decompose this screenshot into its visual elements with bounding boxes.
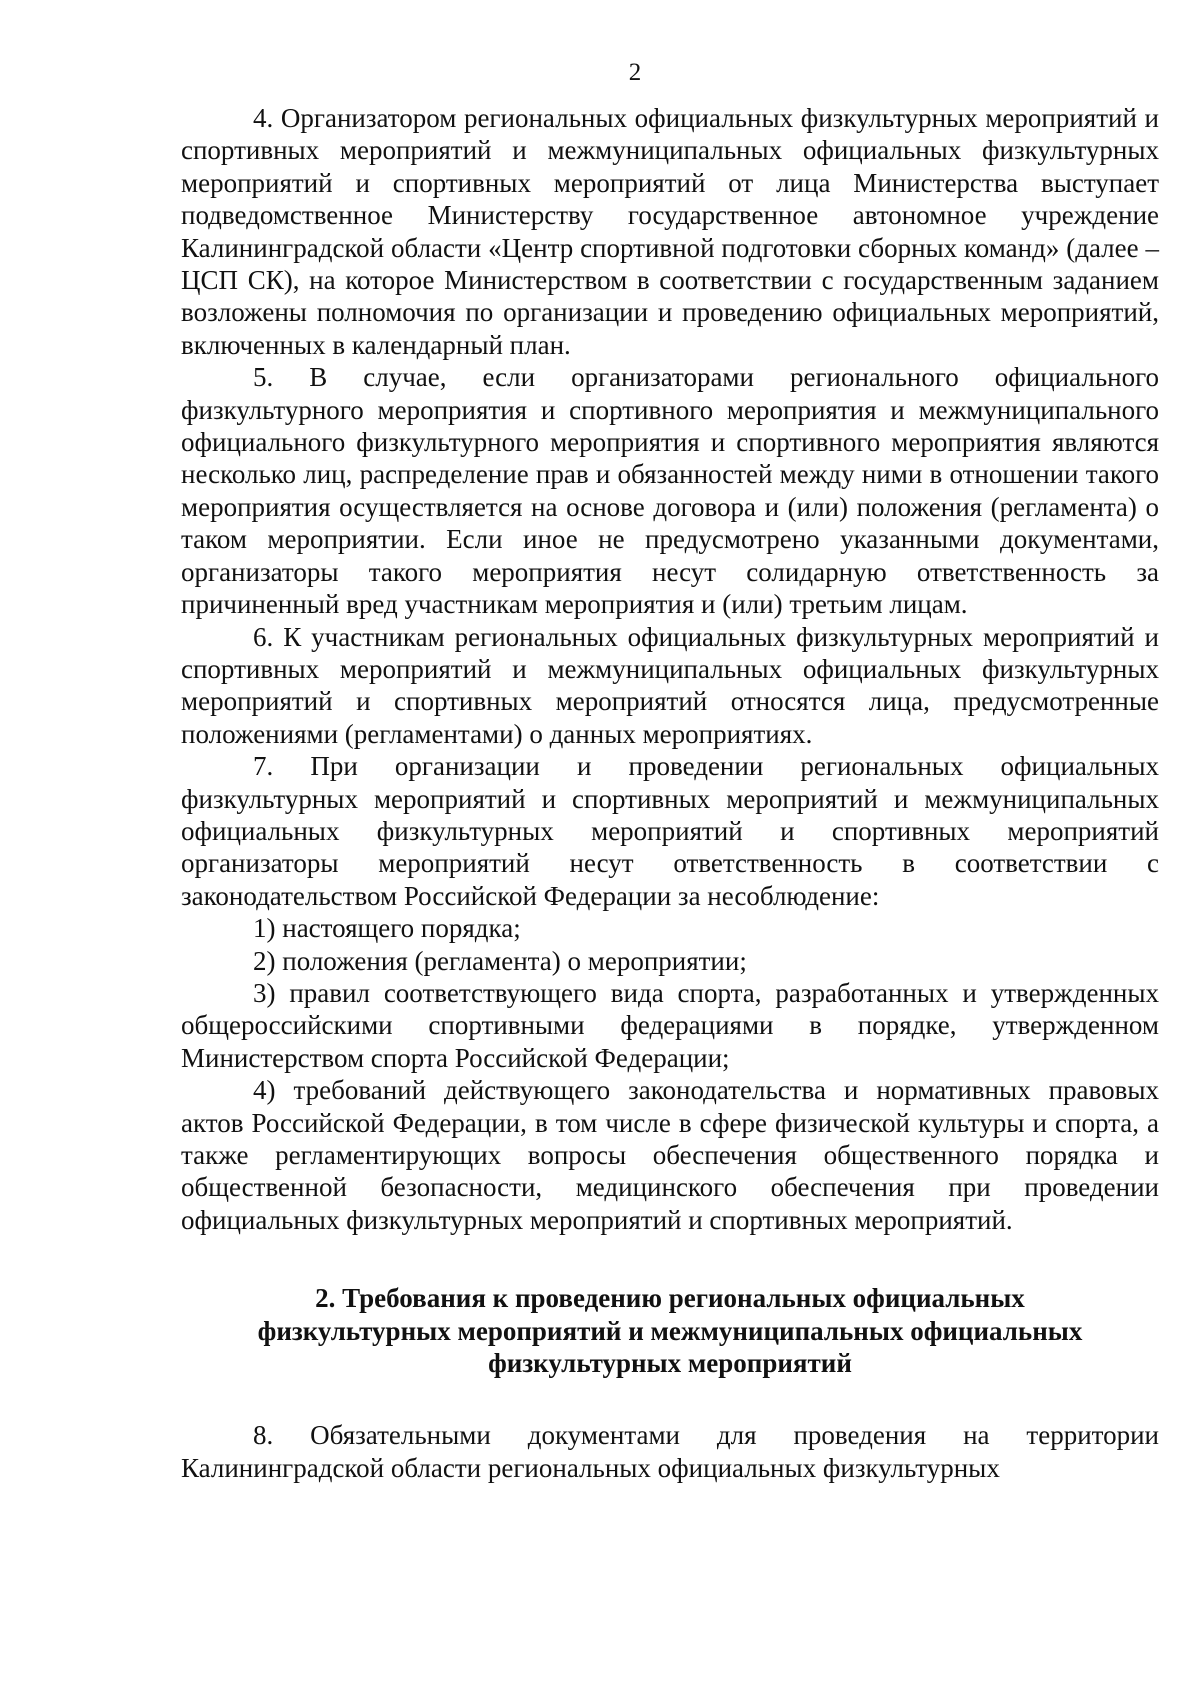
section-heading-line-2: физкультурных мероприятий и межмуниципальных официальных (257, 1315, 1083, 1346)
list-item-2: 2) положения (регламента) о мероприятии; (253, 945, 747, 976)
paragraph-7: 7. При организации и проведении региональных официальных физкультурных мероприятий и спортивных мероприятий и межмуниципальных официальных физкультурных мероприятий и спортивных мероприятий организаторы мероприятий несут ответственность в соответствии с законодательством Российской Федерации за несоблюдение: (181, 751, 1159, 911)
list-item-3: 3) правил соответствующего вида спорта, разработанных и утвержденных общероссийскими спортивными федерациями в порядке, утвержденном Министерством спорта Российской Федерации; (181, 977, 1159, 1073)
page-number: 2 (628, 59, 642, 86)
list-item-1: 1) настоящего порядка; (253, 913, 521, 944)
section-heading-line-1: 2. Требования к проведению региональных официальных (315, 1283, 1025, 1314)
paragraph-6: 6. К участникам региональных официальных физкультурных мероприятий и спортивных мероприятий и межмуниципальных официальных физкультурных мероприятий и спортивных мероприятий относятся лица, предусмотренные положениями (регламентами) о данных мероприятиях. (181, 621, 1159, 749)
document-body (181, 102, 1159, 1484)
list-item-4: 4) требований действующего законодательства и нормативных правовых актов Российской Федерации, в том числе в сфере физической культуры и спорта, а также регламентирующих вопросы обеспечения общественного порядка и общественной безопасности, медицинского обеспечения при проведении официальных физкультурных мероприятий и спортивных мероприятий. (181, 1075, 1159, 1235)
section-heading-line-3: физкультурных мероприятий (488, 1348, 852, 1379)
paragraph-8: 8. Обязательными документами для проведения на территории Калининградской области региональных официальных физкультурных (181, 1420, 1159, 1483)
paragraph-4: 4. Организатором региональных официальных физкультурных мероприятий и спортивных мероприятий и межмуниципальных официальных физкультурных мероприятий и спортивных мероприятий от лица Министерства выступает подведомственное Министерству государственное автономное учреждение Калининградской области «Центр спортивной подготовки сборных команд» (далее – ЦСП СК), на которое Министерством в соответствии с государственным заданием возложены полномочия по организации и проведению официальных мероприятий, включенных в календарный план. (181, 103, 1159, 360)
paragraph-5: 5. В случае, если организаторами регионального официального физкультурного мероприятия и спортивного мероприятия и межмуниципального официального физкультурного мероприятия и спортивного мероприятия являются несколько лиц, распределение прав и обязанностей между ними в отношении такого мероприятия осуществляется на основе договора и (или) положения (регламента) о таком мероприятии. Если иное не предусмотрено указанными документами, организаторы такого мероприятия несут солидарную ответственность за причиненный вред участникам мероприятия и (или) третьим лицам. (181, 362, 1159, 620)
section-heading (181, 1282, 1159, 1379)
